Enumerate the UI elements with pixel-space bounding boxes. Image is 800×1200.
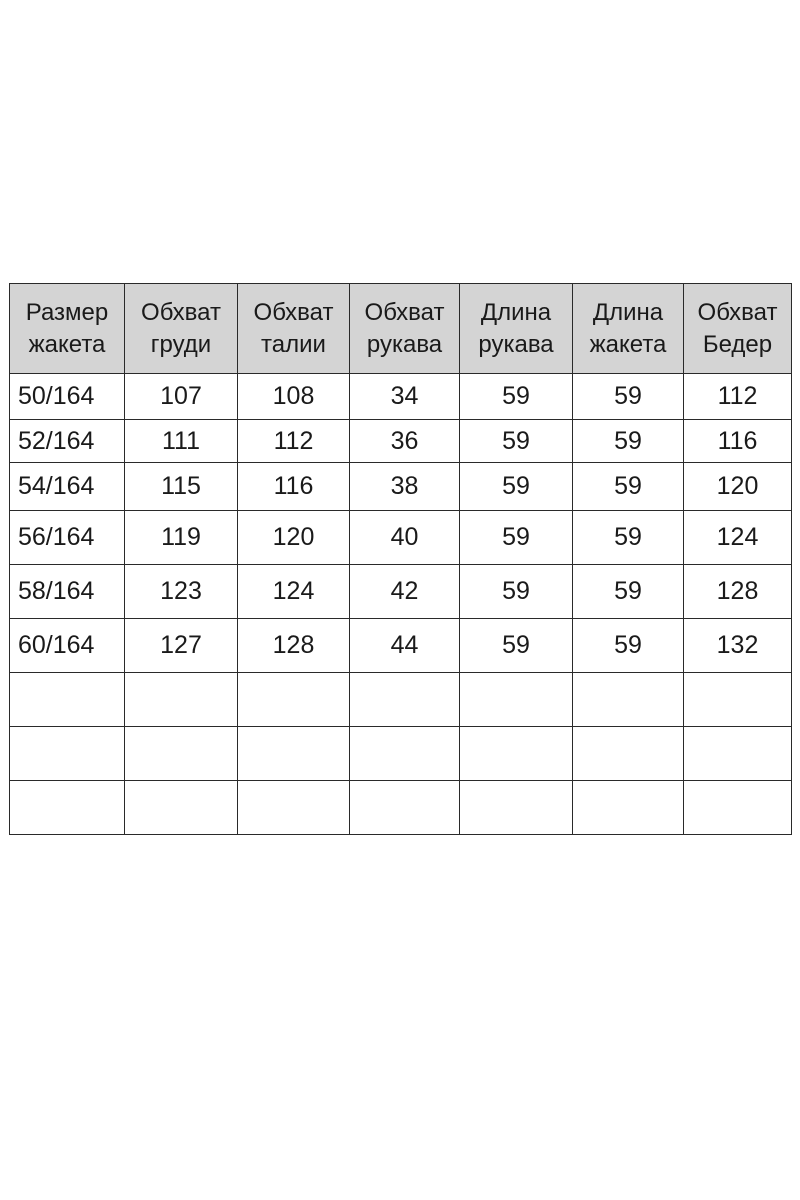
table-row [10,420,792,463]
size-cell: 50/164 [10,374,125,420]
sleeve-length-cell: 59 [460,420,573,463]
header-line: Обхват [364,298,445,326]
header-line: Длина [480,298,552,326]
jacket-length-cell [573,727,684,781]
waist-cell: 128 [238,619,350,673]
jacket-length-cell: 59 [573,619,684,673]
size-cell: 58/164 [10,565,125,619]
jacket-length-cell: 59 [573,420,684,463]
chest-cell: 107 [125,374,238,420]
waist-cell: 124 [238,565,350,619]
size-chart-table [9,283,792,835]
header-line: Размер [25,298,109,326]
sleeve-length-cell: 59 [460,374,573,420]
hip-cell [684,781,792,835]
jacket-length-cell [573,781,684,835]
chest-cell: 111 [125,420,238,463]
header-line: Обхват [141,298,221,326]
waist-cell [238,673,350,727]
waist-cell: 108 [238,374,350,420]
header-line: жакета [589,330,667,358]
header-line: Обхват [253,298,334,326]
chest-cell: 127 [125,619,238,673]
chest-cell [125,673,238,727]
header-sleeve-length [460,284,573,374]
header-waist-girth [238,284,350,374]
hip-cell [684,673,792,727]
sleeve-length-cell [460,727,573,781]
waist-cell [238,727,350,781]
size-cell [10,781,125,835]
header-line: Обхват [697,298,778,326]
jacket-length-cell: 59 [573,511,684,565]
sleeve-girth-cell: 34 [350,374,460,420]
waist-cell: 112 [238,420,350,463]
header-line: Длина [592,298,664,326]
chest-cell: 115 [125,463,238,511]
sleeve-length-cell: 59 [460,463,573,511]
header-line: жакета [28,330,106,358]
sleeve-length-cell: 59 [460,511,573,565]
table-row [10,781,792,835]
sleeve-length-cell [460,781,573,835]
jacket-length-cell [573,673,684,727]
header-jacket-size [10,284,125,374]
jacket-length-cell: 59 [573,565,684,619]
header-hip-girth [684,284,792,374]
header-row [10,284,792,374]
sleeve-girth-cell [350,673,460,727]
chest-cell: 123 [125,565,238,619]
hip-cell: 124 [684,511,792,565]
sleeve-girth-cell: 38 [350,463,460,511]
hip-cell: 120 [684,463,792,511]
sleeve-girth-cell [350,727,460,781]
sleeve-girth-cell: 44 [350,619,460,673]
waist-cell: 116 [238,463,350,511]
sleeve-girth-cell: 36 [350,420,460,463]
table-row [10,727,792,781]
jacket-length-cell: 59 [573,463,684,511]
table-row [10,619,792,673]
chest-cell [125,727,238,781]
sleeve-girth-cell: 42 [350,565,460,619]
size-cell [10,727,125,781]
hip-cell: 116 [684,420,792,463]
waist-cell [238,781,350,835]
header-sleeve-girth [350,284,460,374]
table-row [10,374,792,420]
header-line: груди [150,330,212,358]
table-row [10,673,792,727]
sleeve-girth-cell [350,781,460,835]
size-cell: 54/164 [10,463,125,511]
hip-cell [684,727,792,781]
header-line: талии [261,330,326,358]
hip-cell: 112 [684,374,792,420]
header-chest-girth [125,284,238,374]
table-row [10,463,792,511]
table-row [10,511,792,565]
size-cell: 56/164 [10,511,125,565]
size-cell [10,673,125,727]
hip-cell: 132 [684,619,792,673]
sleeve-girth-cell: 40 [350,511,460,565]
hip-cell: 128 [684,565,792,619]
size-cell: 52/164 [10,420,125,463]
header-line: Бедер [702,330,773,358]
chest-cell: 119 [125,511,238,565]
waist-cell: 120 [238,511,350,565]
chest-cell [125,781,238,835]
size-cell: 60/164 [10,619,125,673]
table-row [10,565,792,619]
header-line: рукава [478,330,554,358]
jacket-length-cell: 59 [573,374,684,420]
header-line: рукава [366,330,443,358]
sleeve-length-cell: 59 [460,565,573,619]
sleeve-length-cell: 59 [460,619,573,673]
header-jacket-length [573,284,684,374]
sleeve-length-cell [460,673,573,727]
